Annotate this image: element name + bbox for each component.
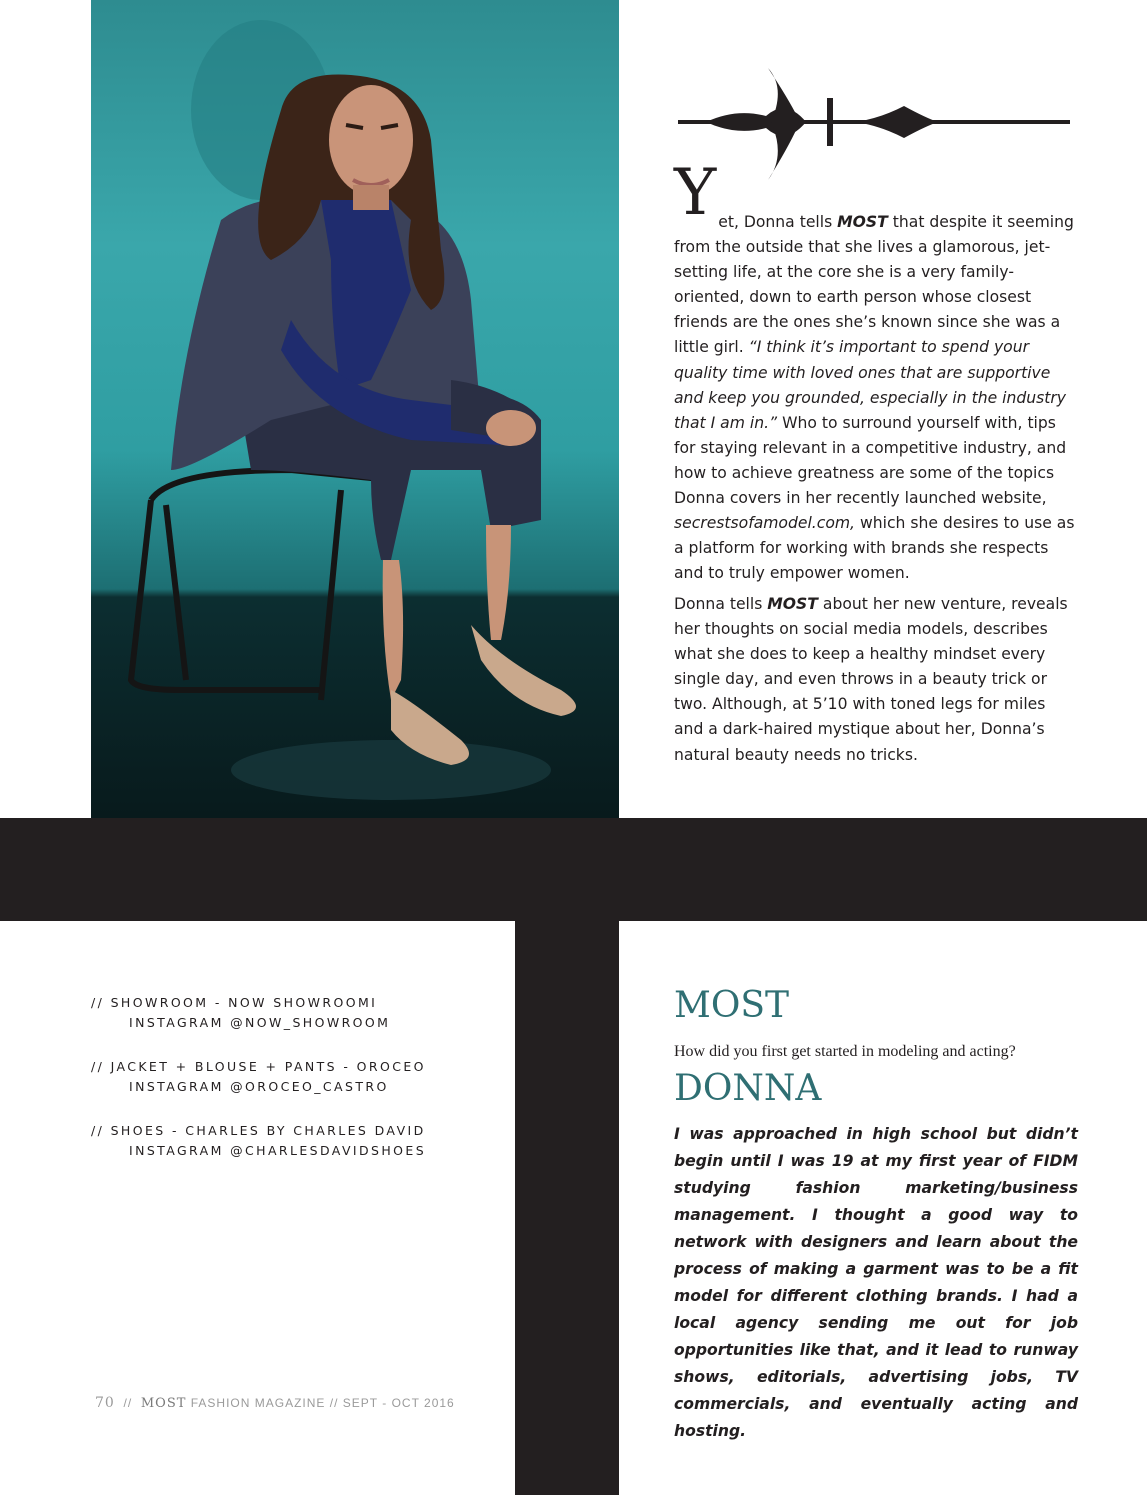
photo-credits xyxy=(91,993,426,1185)
folio-issue: SEPT - OCT 2016 xyxy=(342,1396,455,1410)
decorative-ornament-icon xyxy=(676,58,1072,188)
credit-line: // JACKET + BLOUSE + PANTS - OROCEO xyxy=(91,1059,426,1074)
interviewee-label: DONNA xyxy=(674,1068,822,1109)
credit-instagram: INSTAGRAM @NOW_SHOWROOM xyxy=(129,1015,391,1030)
credit-line: // SHOWROOM - NOW SHOWROOMI xyxy=(91,995,378,1010)
text-run: that despite it seeming from the outside that she lives a glamorous, jet-setting life, at the core she is a very family-oriented, down to earth person whose closest friends are the ones she’s known since she was a little girl. xyxy=(674,213,1074,357)
magazine-name: MOST xyxy=(837,213,888,231)
model-illustration xyxy=(91,0,619,818)
dark-vertical-bar xyxy=(515,921,619,1495)
interview-question: How did you first get started in modeling and acting? xyxy=(674,1043,1016,1060)
credit-line: // SHOES - CHARLES BY CHARLES DAVID xyxy=(91,1123,426,1138)
credit-instagram: INSTAGRAM @OROCEO_CASTRO xyxy=(129,1079,389,1094)
text-run: et, Donna tells xyxy=(718,213,838,231)
text-run: Who to surround yourself with, tips for staying relevant in a competitive industry, and how to achieve greatness are some of the topics Donna covers in her recently launched website, xyxy=(674,413,1067,508)
fashion-photo xyxy=(91,0,619,818)
credit-instagram: INSTAGRAM @CHARLESDAVIDSHOES xyxy=(129,1143,427,1158)
page-folio xyxy=(95,1395,455,1411)
text-run: which she desires to use as a platform for working with brands she respects and to truly empower women. xyxy=(674,514,1075,583)
article-paragraph-1 xyxy=(674,156,1078,586)
credit-item xyxy=(91,1121,426,1161)
credit-item xyxy=(91,1057,426,1097)
folio-magazine-rest: FASHION MAGAZINE xyxy=(190,1396,326,1410)
interview-answer: I was approached in high school but didn’t begin until I was 19 at my first year of FIDM studying fashion marketing/business management. I thought a good way to network with designers and learn about the process of making a garment was to be a fit model for different clothing brands. I had a local agency sending me out for job opportunities like that, and it lead to runway shows, editorials, advertising jobs, TV commercials, and eventually acting and hosting. xyxy=(674,1125,1078,1440)
dark-band xyxy=(0,818,1147,921)
credit-item xyxy=(91,993,426,1033)
chair xyxy=(131,470,391,700)
text-run: about her new venture, reveals her thoughts on social media models, describes what she does to keep a healthy mindset every single day, and even throws in a beauty trick or two. Although, at 5’10 with toned legs for miles and a dark-haired mystique about her, Donna’s natural beauty needs no tricks. xyxy=(674,595,1068,764)
folio-separator: // xyxy=(329,1396,339,1410)
interviewer-label: MOST xyxy=(674,985,790,1026)
website-link[interactable]: secrestsofamodel.com, xyxy=(674,514,856,533)
pull-quote: “I think it’s important to spend your quality time with loved ones that are supportive and keep you grounded, especially in the industry that I am in.” xyxy=(674,338,1067,432)
page-number: 70 xyxy=(95,1395,115,1411)
text-run: Donna tells xyxy=(674,595,768,613)
article-paragraph-2 xyxy=(674,592,1078,768)
magazine-name: MOST xyxy=(767,595,818,613)
drop-cap: Y xyxy=(674,156,717,230)
folio-magazine: MOST xyxy=(140,1396,187,1411)
folio-separator: // xyxy=(123,1396,133,1410)
